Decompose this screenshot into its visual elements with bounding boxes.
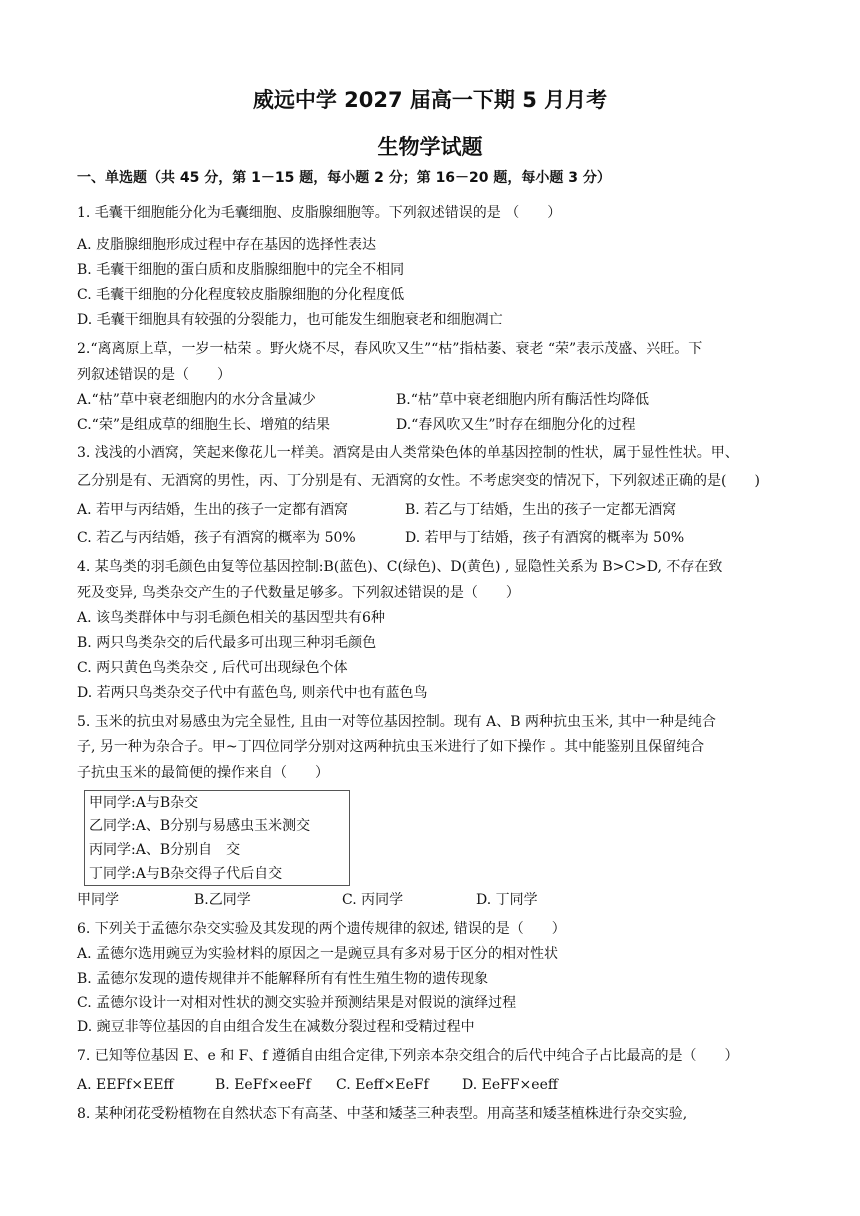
- question-1-option-d: D. 毛囊干细胞具有较强的分裂能力，也可能发生细胞衰老和细胞凋亡: [77, 312, 503, 328]
- question-3-option-b: B. 若乙与丁结婚，生出的孩子一定都无酒窝: [405, 502, 677, 518]
- question-2-stem-line-2: 列叙述错误的是（ ）: [77, 367, 231, 383]
- question-6-stem: 6. 下列关于孟德尔杂交实验及其发现的两个遗传规律的叙述, 错误的是（ ）: [77, 921, 566, 937]
- question-2-option-a: A.“枯”草中衰老细胞内的水分含量减少: [77, 392, 316, 408]
- operation-yi: 乙同学:A、B分别与易感虫玉米测交: [89, 818, 311, 834]
- question-2-option-d: D.“春风吹又生”时存在细胞分化的过程: [396, 417, 636, 433]
- question-5-option-b: B.乙同学: [194, 892, 251, 908]
- question-3-stem-line-2: 乙分别是有、无酒窝的男性，丙、丁分别是有、无酒窝的女性。不考虑突变的情况下，下列叙述正确的是( ): [77, 473, 760, 489]
- question-8-stem: 8. 某种闭花受粉植物在自然状态下有高茎、中茎和矮茎三种表型。用高茎和矮茎植株进行杂交实验,: [77, 1106, 688, 1122]
- question-4-option-b: B. 两只鸟类杂交的后代最多可出现三种羽毛颜色: [77, 635, 377, 651]
- operation-bing: 丙同学:A、B分别自 交: [89, 842, 241, 858]
- question-1-stem: 1. 毛囊干细胞能分化为毛囊细胞、皮脂腺细胞等。下列叙述错误的是 （ ）: [77, 205, 562, 221]
- question-1-option-a: A. 皮脂腺细胞形成过程中存在基因的选择性表达: [77, 237, 377, 253]
- question-2-option-c: C.“荣”是组成草的细胞生长、增殖的结果: [77, 417, 330, 433]
- question-7-option-c: C. Eeff×EeFf: [336, 1077, 429, 1093]
- question-7-option-b: B. EeFf×eeFf: [215, 1077, 311, 1093]
- question-3-option-c: C. 若乙与丙结婚，孩子有酒窝的概率为 50%: [77, 530, 356, 546]
- question-3-option-a: A. 若甲与丙结婚，生出的孩子一定都有酒窝: [77, 502, 349, 518]
- question-5-option-a: 甲同学: [77, 892, 119, 908]
- question-4-stem-line-2: 死及变异, 鸟类杂交产生的子代数量足够多。下列叙述错误的是（ ）: [77, 585, 520, 601]
- question-1-option-b: B. 毛囊干细胞的蛋白质和皮脂腺细胞中的完全不相同: [77, 262, 405, 278]
- question-7-option-d: D. EeFF×eeff: [462, 1077, 558, 1093]
- question-4-option-c: C. 两只黄色鸟类杂交 , 后代可出现绿色个体: [77, 660, 348, 676]
- question-5-stem-line-1: 5. 玉米的抗虫对易感虫为完全显性, 且由一对等位基因控制。现有 A、B 两种抗虫玉米, 其中一种是纯合: [77, 714, 716, 730]
- question-5-operations-box: [84, 790, 350, 886]
- question-6-option-d: D. 豌豆非等位基因的自由组合发生在减数分裂过程和受精过程中: [77, 1019, 475, 1035]
- question-4-option-a: A. 该鸟类群体中与羽毛颜色相关的基因型共有6种: [77, 610, 385, 626]
- question-5-stem-line-3: 子抗虫玉米的最简便的操作来自（ ）: [77, 765, 329, 781]
- question-3-stem-line-1: 3. 浅浅的小酒窝，笑起来像花儿一样美。酒窝是由人类常染色体的单基因控制的性状，属于显性性状。甲、: [77, 445, 739, 461]
- question-7-stem: 7. 已知等位基因 E、e 和 F、f 遵循自由组合定律,下列亲本杂交组合的后代中纯合子占比最高的是（ ）: [77, 1048, 739, 1064]
- question-4-stem-line-1: 4. 某鸟类的羽毛颜色由复等位基因控制:B(蓝色)、C(绿色)、D(黄色) , 显隐性关系为 B>C>D, 不存在致: [77, 559, 723, 575]
- question-5-option-d: D. 丁同学: [476, 892, 538, 908]
- question-7-option-a: A. EEFf×EEff: [77, 1077, 174, 1093]
- question-5-stem-line-2: 子, 另一种为杂合子。甲~丁四位同学分别对这两种抗虫玉米进行了如下操作 。其中能鉴别且保留纯合: [77, 739, 705, 755]
- question-5-option-c: C. 丙同学: [342, 892, 404, 908]
- question-1-option-c: C. 毛囊干细胞的分化程度较皮脂腺细胞的分化程度低: [77, 287, 405, 303]
- question-2-stem-line-1: 2.“离离原上草，一岁一枯荣 。野火烧不尽，春风吹又生”“枯”指枯萎、衰老 “荣”表示茂盛、兴旺。下: [77, 341, 703, 357]
- question-2-option-b: B.“枯”草中衰老细胞内所有酶活性均降低: [396, 392, 650, 408]
- exam-subtitle: 生物学试题: [377, 135, 483, 159]
- question-6-option-c: C. 孟德尔设计一对相对性状的测交实验并预测结果是对假说的演绎过程: [77, 995, 517, 1011]
- question-4-option-d: D. 若两只鸟类杂交子代中有蓝色鸟, 则亲代中也有蓝色鸟: [77, 685, 428, 701]
- section-heading: 一、单选题（共 45 分，第 1－15 题，每小题 2 分；第 16－20 题，每小题 3 分）: [77, 170, 611, 186]
- operation-ding: 丁同学:A与B杂交得子代后自交: [89, 866, 283, 882]
- question-3-option-d: D. 若甲与丁结婚，孩子有酒窝的概率为 50%: [405, 530, 685, 546]
- question-6-option-a: A. 孟德尔选用豌豆为实验材料的原因之一是豌豆具有多对易于区分的相对性状: [77, 946, 559, 962]
- exam-title: 威远中学 2027 届高一下期 5 月月考: [252, 88, 608, 112]
- operation-jia: 甲同学:A与B杂交: [89, 795, 199, 811]
- question-6-option-b: B. 孟德尔发现的遗传规律并不能解释所有有性生殖生物的遗传现象: [77, 971, 489, 987]
